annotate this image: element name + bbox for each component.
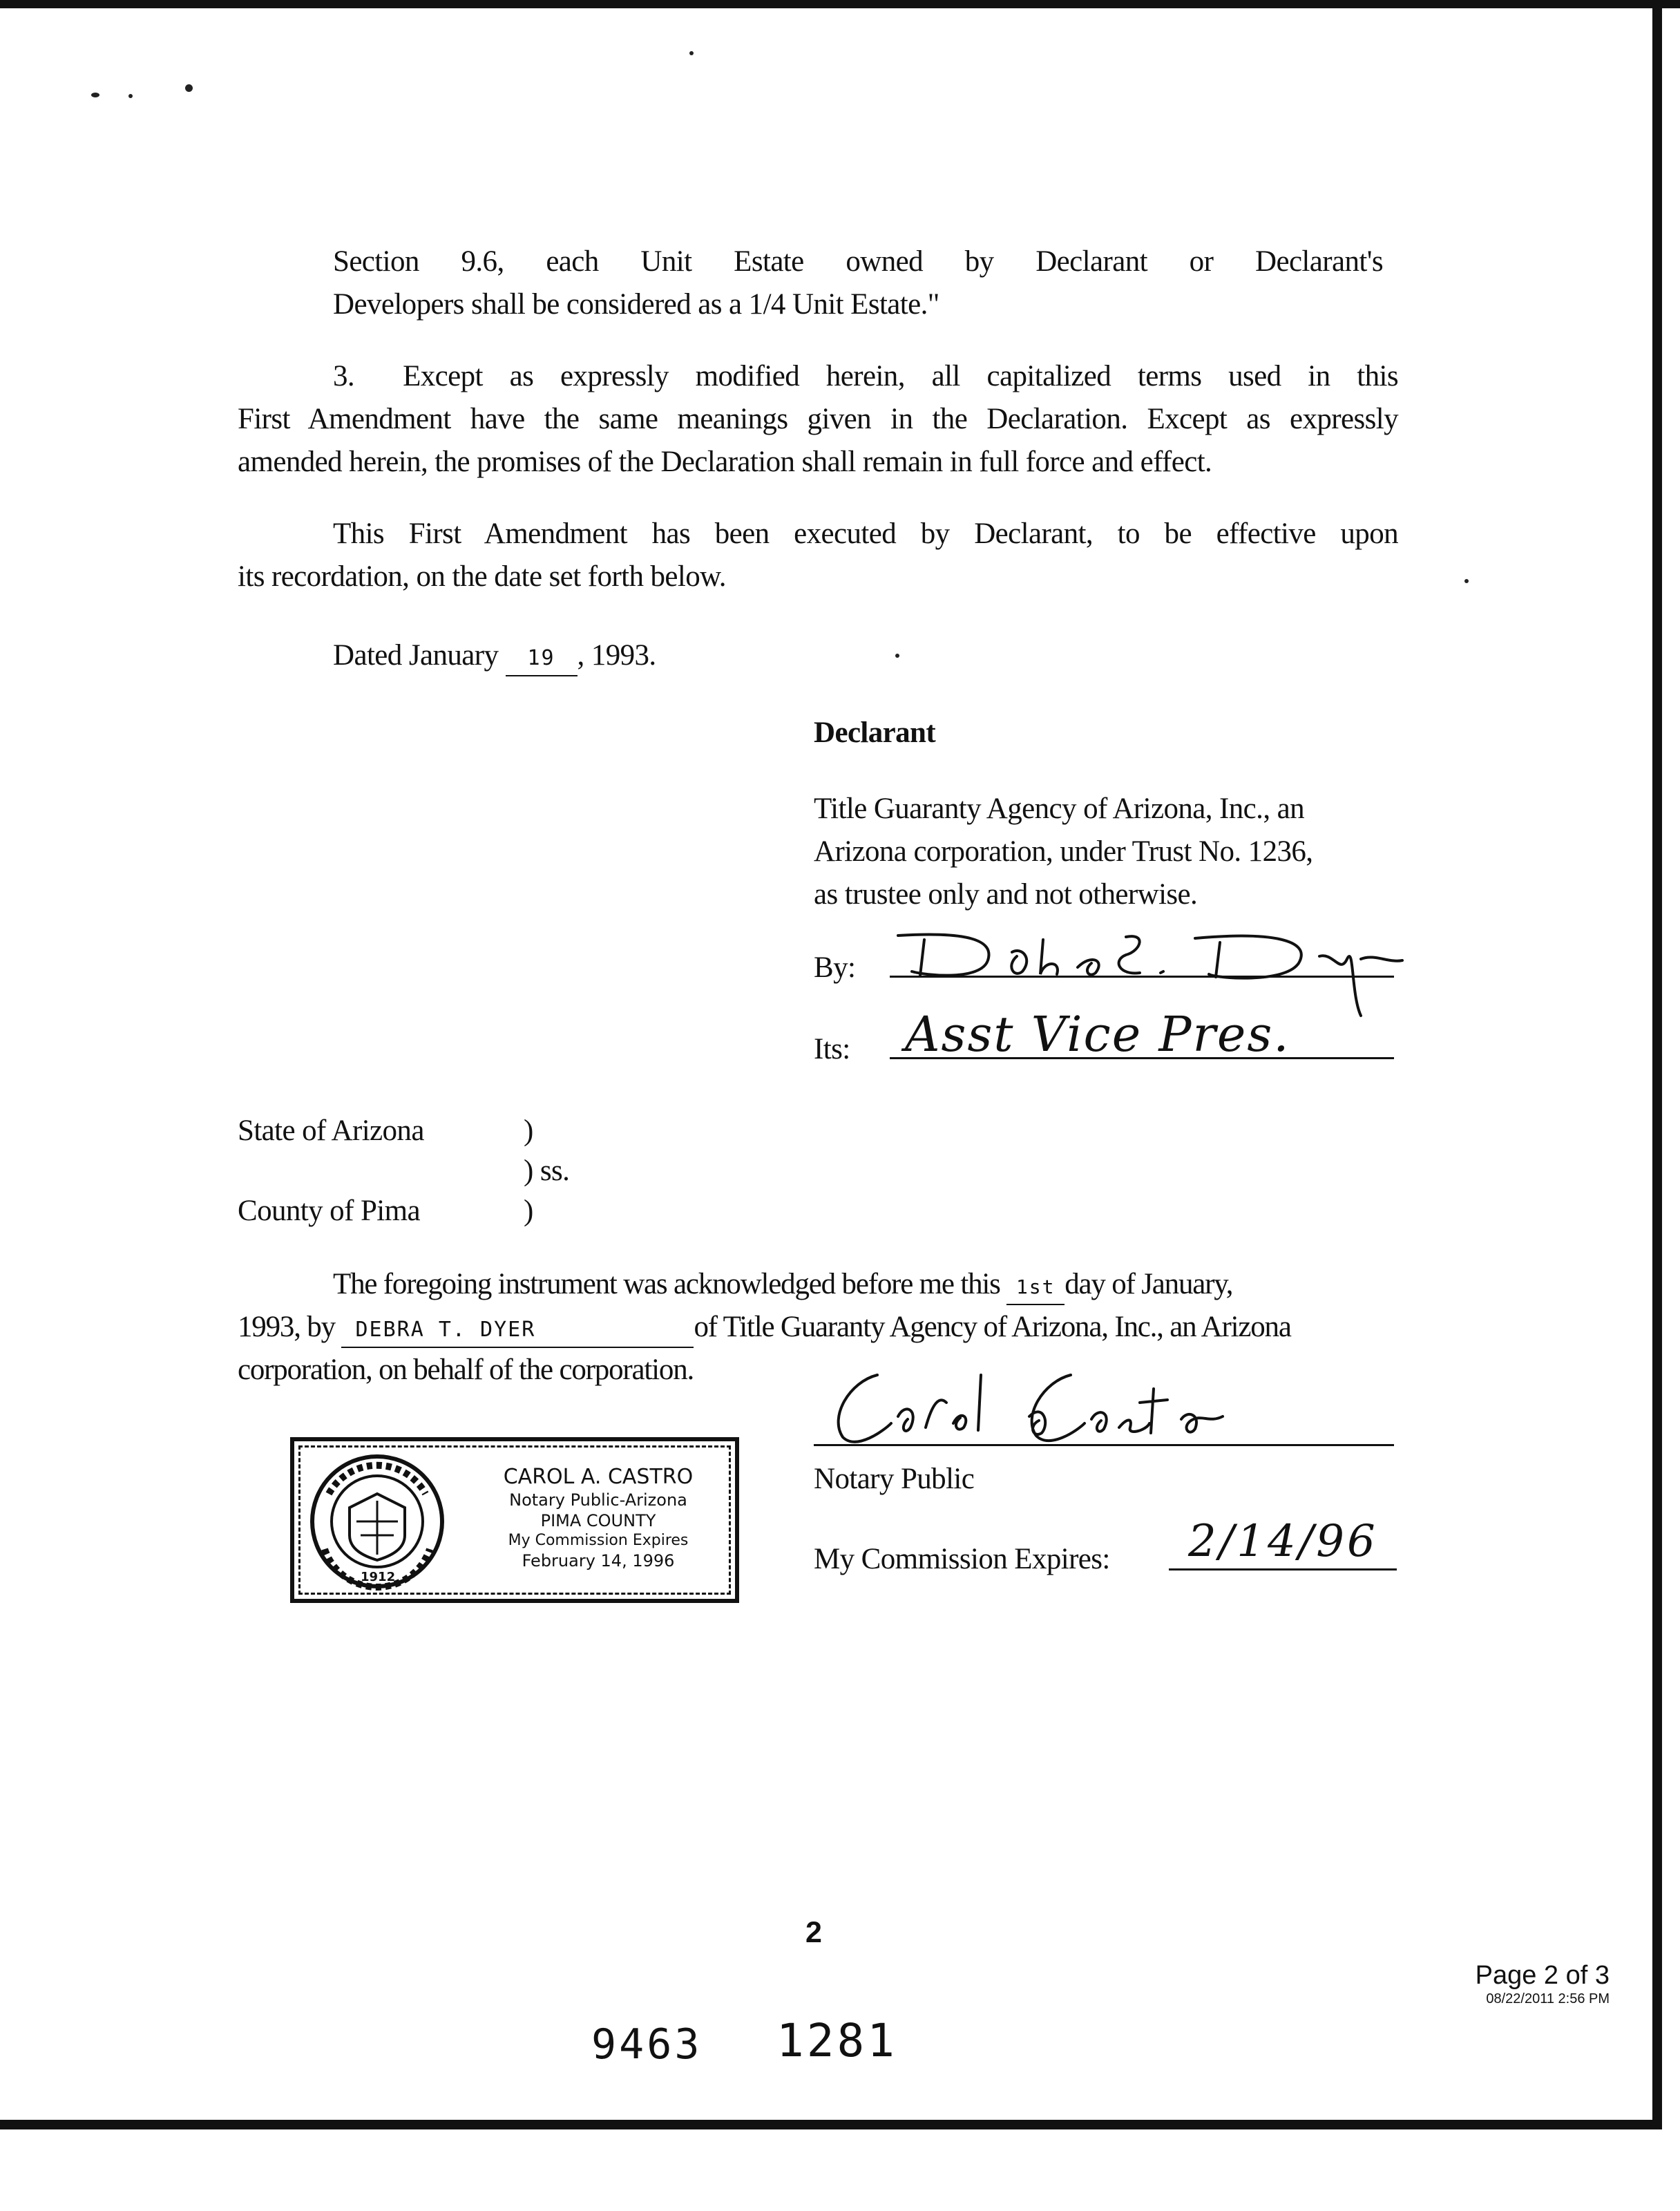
seal-county: PIMA COUNTY <box>540 1511 656 1530</box>
seal-year: 1912 <box>361 1570 396 1584</box>
paragraph-3-line-1: Except as expressly modified herein, all capitalized terms used in this <box>403 360 1398 392</box>
paragraph-number: 3. <box>333 360 355 392</box>
dated-suffix: , 1993. <box>577 639 656 672</box>
venue-paren-bottom: ) <box>524 1195 533 1227</box>
ack-line-3: corporation, on behalf of the corporation. <box>238 1354 694 1386</box>
commission-line <box>1169 1568 1397 1571</box>
dated-line <box>333 634 955 677</box>
ack-line-2-suffix: of Title Guaranty Agency of Arizona, Inc., an Arizona <box>694 1311 1291 1343</box>
execution-line-1: This First Amendment has been executed by Declarant, to be effective upon <box>333 518 1398 550</box>
its-handwritten-title: Asst Vice Pres. <box>905 1006 1290 1063</box>
scan-border-top <box>0 0 1680 8</box>
ack-line-2-prefix: 1993, by <box>238 1311 335 1343</box>
scan-speck <box>91 93 99 97</box>
commission-handwritten-date: 2/14/96 <box>1188 1516 1378 1567</box>
venue-county: County of Pima <box>238 1195 420 1227</box>
declarant-line-3: as trustee only and not otherwise. <box>814 878 1198 911</box>
recording-number-1: 9463 <box>591 2020 703 2069</box>
declarant-line-1: Title Guaranty Agency of Arizona, Inc., an <box>814 793 1304 825</box>
seal-commission: My Commission Expires <box>508 1532 689 1549</box>
notary-label: Notary Public <box>814 1463 975 1495</box>
page-stamp <box>1402 1961 1610 2008</box>
scan-speck <box>689 51 694 55</box>
venue-ss: ) ss. <box>524 1155 570 1187</box>
by-label: By: <box>814 951 856 984</box>
paragraph-3-line-3: amended herein, the promises of the Declaration shall remain in full force and effect. <box>238 446 1212 478</box>
dated-prefix: Dated January <box>333 639 499 672</box>
venue-state: State of Arizona <box>238 1114 424 1147</box>
scan-border-right <box>1652 0 1662 2128</box>
scan-speck <box>1464 579 1469 583</box>
paragraph-3-line-2: First Amendment have the same meanings given in the Declaration. Except as expressly <box>238 403 1398 435</box>
declarant-line-2: Arizona corporation, under Trust No. 1236, <box>814 835 1313 868</box>
page-stamp-label: Page 2 of 3 <box>1475 1961 1610 1990</box>
seal-name: CAROL A. CASTRO <box>503 1465 694 1489</box>
paragraph-continuation <box>333 240 1383 326</box>
scan-border-bottom <box>0 2120 1662 2129</box>
execution-line-2: its recordation, on the date set forth below. <box>238 560 726 593</box>
page-number: 2 <box>805 1916 822 1949</box>
page-stamp-timestamp: 08/22/2011 2:56 PM <box>1486 1991 1610 2006</box>
continuation-line-1: Section 9.6, each Unit Estate owned by Declarant or Declarant's <box>333 245 1383 278</box>
ack-line-1-suffix: day of January, <box>1065 1268 1233 1300</box>
seal-text <box>467 1465 729 1571</box>
its-label: Its: <box>814 1033 850 1065</box>
declarant-heading: Declarant <box>814 717 936 749</box>
notary-seal-stamp <box>290 1437 739 1603</box>
dated-day-field: 19 <box>506 642 578 676</box>
scan-speck <box>128 94 133 98</box>
notary-signature-line <box>814 1444 1394 1446</box>
recording-number-2: 1281 <box>776 2014 897 2067</box>
continuation-line-2: Developers shall be considered as a 1/4 Unit Estate." <box>333 288 939 321</box>
venue-paren-top: ) <box>524 1114 533 1147</box>
seal-title: Notary Public-Arizona <box>509 1490 687 1510</box>
declarant-description <box>814 788 1408 916</box>
ack-line-1-prefix: The foregoing instrument was acknowledged before me this <box>333 1268 1000 1300</box>
notary-signature <box>822 1361 1264 1465</box>
seal-expiry: February 14, 1996 <box>522 1551 675 1571</box>
paragraph-3 <box>238 355 1398 484</box>
scan-speck <box>185 84 193 92</box>
ack-name-field: DEBRA T. DYER <box>341 1313 694 1348</box>
execution-paragraph <box>238 513 1398 598</box>
ack-day-field: 1st <box>1006 1271 1065 1305</box>
commission-label: My Commission Expires: <box>814 1543 1110 1575</box>
